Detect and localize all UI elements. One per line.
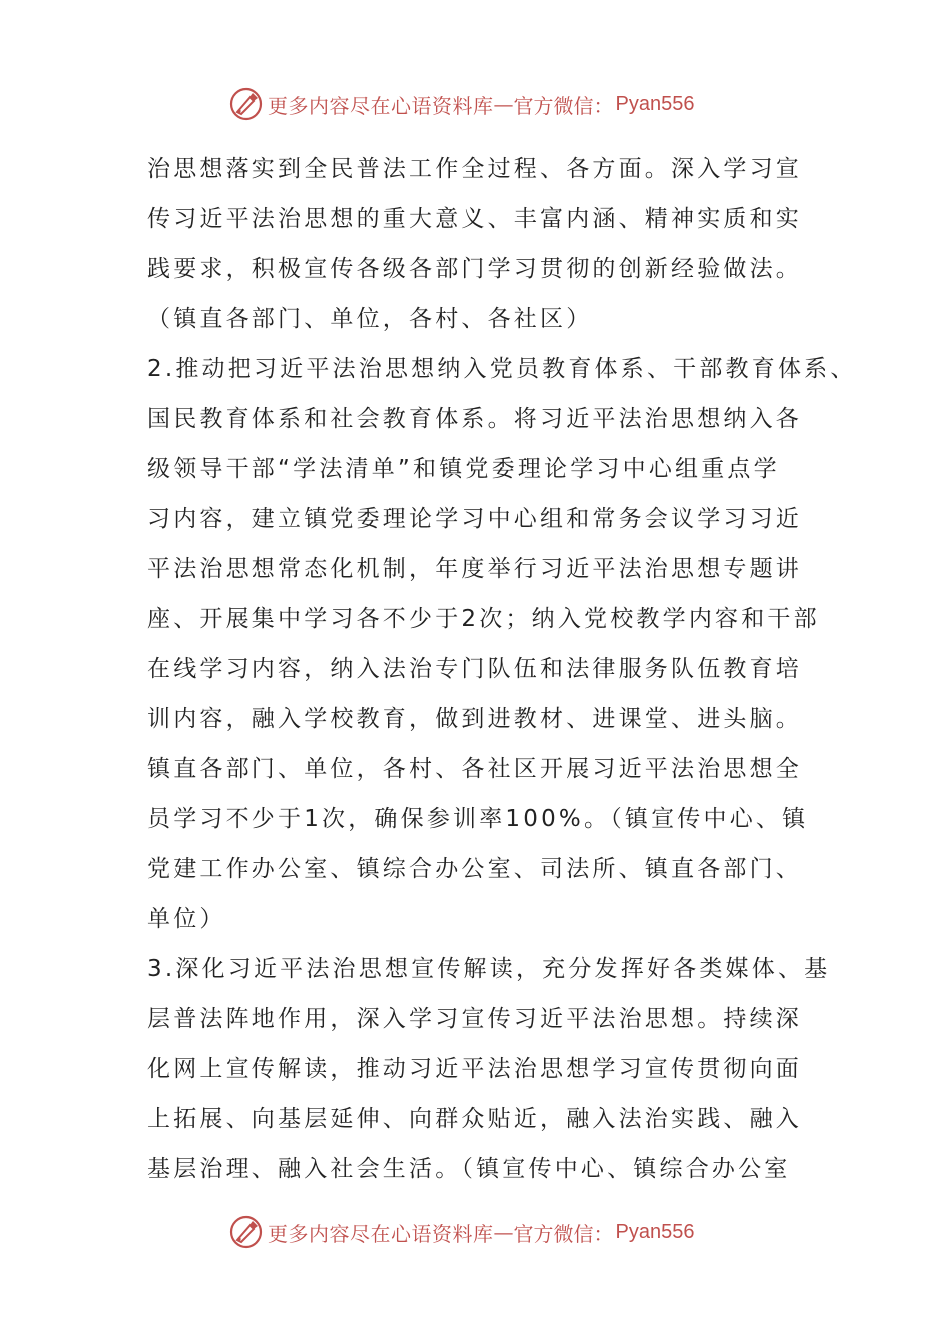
text-line: 在线学习内容，纳入法治专门队伍和法律服务队伍教育培 — [147, 656, 802, 682]
text-line: 3.深化习近平法治思想宣传解读，充分发挥好各类媒体、基 — [147, 956, 831, 982]
text-line: 国民教育体系和社会教育体系。将习近平法治思想纳入各 — [147, 406, 802, 432]
text-line: 党建工作办公室、镇综合办公室、司法所、镇直各部门、 — [147, 856, 802, 882]
text-line: 训内容，融入学校教育，做到进教材、进课堂、进头脑。 — [147, 706, 802, 732]
text-line: 治思想落实到全民普法工作全过程、各方面。深入学习宣 — [147, 156, 802, 182]
text-line: 2.推动把习近平法治思想纳入党员教育体系、干部教育体系、 — [147, 356, 857, 382]
text-line: 座、开展集中学习各不少于2次；纳入党校教学内容和干部 — [147, 606, 820, 632]
watermark-wechat-label: 官方微信： — [513, 1221, 614, 1246]
watermark-separator: — — [493, 92, 514, 116]
header-watermark — [228, 84, 694, 124]
text-line: （镇直各部门、单位，各村、各社区） — [147, 306, 593, 332]
text-line: 平法治思想常态化机制，年度举行习近平法治思想专题讲 — [147, 556, 802, 582]
watermark-wechat-label: 官方微信： — [513, 93, 614, 118]
pen-nib-logo-icon — [228, 1214, 264, 1250]
text-line: 层普法阵地作用，深入学习宣传习近平法治思想。持续深 — [147, 1006, 802, 1032]
watermark-wechat-id: Pyan556 — [615, 92, 695, 115]
document-body — [147, 144, 857, 1194]
text-line: 践要求，积极宣传各级各部门学习贯彻的创新经验做法。 — [147, 256, 802, 282]
text-line: 传习近平法治思想的重大意义、丰富内涵、精神实质和实 — [147, 206, 802, 232]
text-line: 上拓展、向基层延伸、向群众贴近，融入法治实践、融入 — [147, 1106, 802, 1132]
text-line: 习内容，建立镇党委理论学习中心组和常务会议学习习近 — [147, 506, 802, 532]
text-line: 单位） — [147, 906, 226, 932]
text-line: 镇直各部门、单位，各村、各社区开展习近平法治思想全 — [147, 756, 802, 782]
watermark-text: 更多内容尽在心语资料库 — [268, 93, 494, 118]
text-line: 基层治理、融入社会生活。（镇宣传中心、镇综合办公室 — [147, 1156, 791, 1182]
text-line: 员学习不少于1次，确保参训率100%。（镇宣传中心、镇 — [147, 806, 809, 832]
text-line: 级领导干部“学法清单”和镇党委理论学习中心组重点学 — [147, 456, 780, 482]
watermark-text: 更多内容尽在心语资料库 — [268, 1221, 494, 1246]
text-line: 化网上宣传解读，推动习近平法治思想学习宣传贯彻向面 — [147, 1056, 802, 1082]
footer-watermark — [228, 1212, 694, 1252]
watermark-separator: — — [493, 1220, 514, 1244]
pen-nib-logo-icon — [228, 86, 264, 122]
watermark-wechat-id: Pyan556 — [615, 1220, 695, 1243]
